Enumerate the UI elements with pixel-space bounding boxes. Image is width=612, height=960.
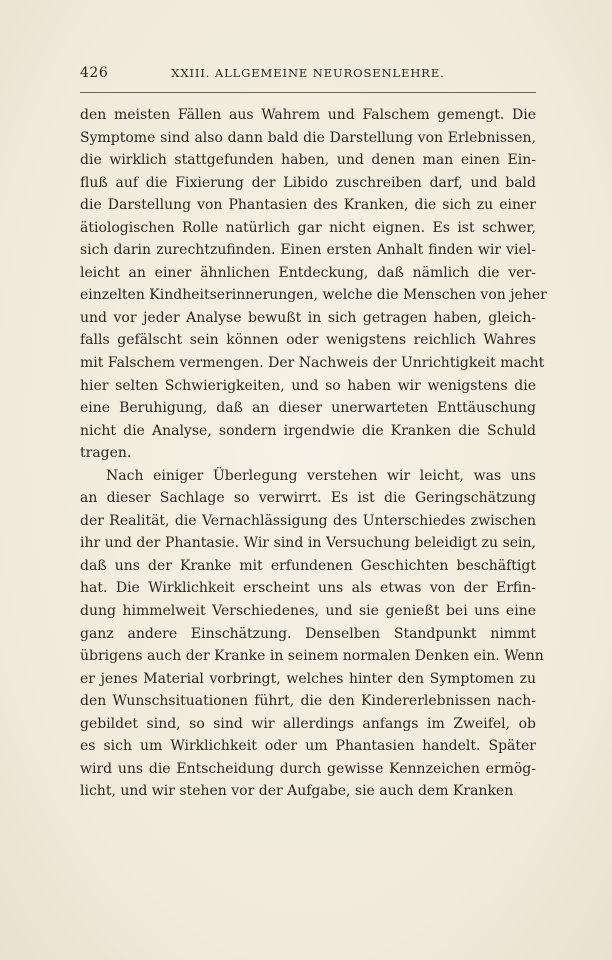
text-line: es sich um Wirklichkeit oder um Phantasien handelt. Später (80, 738, 536, 755)
paragraph (80, 104, 547, 465)
text-line: falls gefälscht sein können oder wenigstens reichlich Wahres (80, 332, 536, 349)
text-line: ihr und der Phantasie. Wir sind in Versuchung beleidigt zu sein, (80, 535, 536, 552)
text-line: nicht die Analyse, sondern irgendwie die Kranken die Schuld (80, 422, 536, 439)
text-line: leicht an einer ähnlichen Entdeckung, daß nämlich die ver- (80, 264, 536, 281)
text-line: hier selten Schwierigkeiten, und so haben wir wenigstens die (80, 377, 536, 394)
text-line: übrigens auch der Kranke in seinem normalen Denken ein. Wenn (80, 648, 544, 665)
running-head: XXIII. ALLGEMEINE NEUROSENLEHRE. (171, 66, 445, 80)
text-line: den meisten Fällen aus Wahrem und Falschem gemengt. Die (80, 107, 536, 123)
text-line: licht, und wir stehen vor der Aufgabe, sie auch dem Kranken (80, 783, 514, 800)
text-line: wird uns die Entscheidung durch gewisse Kennzeichen ermög- (80, 760, 536, 777)
text-line: gebildet sind, so sind wir allerdings anfangs im Zweifel, ob (80, 715, 536, 732)
page-number: 426 (80, 65, 109, 81)
text-line: die Darstellung von Phantasien des Kranken, die sich zu einer (80, 197, 536, 214)
text-line: fluß auf die Fixierung der Libido zuschreiben darf, und bald (80, 174, 536, 191)
text-line: daß uns der Kranke mit erfundenen Geschichten beschäftigt (80, 557, 536, 574)
text-line: dung himmelweit Verschiedenes, und sie genießt bei uns eine (80, 603, 536, 620)
text-line: Symptome sind also dann bald die Darstellung von Erlebnissen, (80, 129, 536, 146)
text-line: mit Falschem vermengen. Der Nachweis der Unrichtigkeit macht (80, 355, 545, 372)
text-line: und vor jeder Analyse bewußt in sich getragen haben, gleich- (80, 309, 536, 326)
text-line: eine Beruhigung, daß an dieser unerwarteten Enttäuschung (80, 400, 536, 417)
paragraph (80, 465, 544, 803)
body-text (80, 104, 547, 803)
text-line: er jenes Material vorbringt, welches hinter den Symptomen zu (80, 670, 536, 687)
text-line: sich darin zurechtzufinden. Einen ersten Anhalt finden wir viel- (80, 242, 536, 259)
text-line: einzelten Kindheitserinnerungen, welche die Menschen von jeher (80, 287, 547, 304)
text-line: den Wunschsituationen führt, die den Kindererlebnissen nach- (80, 693, 536, 710)
text-line: an dieser Sachlage so verwirrt. Es ist die Geringschätzung (80, 490, 536, 507)
header-rule (80, 92, 536, 93)
page-header (80, 65, 536, 85)
text-line: ganz andere Einschätzung. Denselben Standpunkt nimmt (80, 625, 536, 642)
text-line: die wirklich stattgefunden haben, und denen man einen Ein- (80, 152, 536, 169)
text-line: tragen. (80, 445, 132, 462)
text-line: der Realität, die Vernachlässigung des Unterschiedes zwischen (80, 512, 536, 529)
text-line: ätiologischen Rolle natürlich gar nicht eignen. Es ist schwer, (80, 219, 536, 236)
text-line: Nach einiger Überlegung verstehen wir leicht, was uns (106, 467, 536, 484)
text-line: hat. Die Wirklichkeit erscheint uns als etwas von der Erfin- (80, 580, 536, 597)
